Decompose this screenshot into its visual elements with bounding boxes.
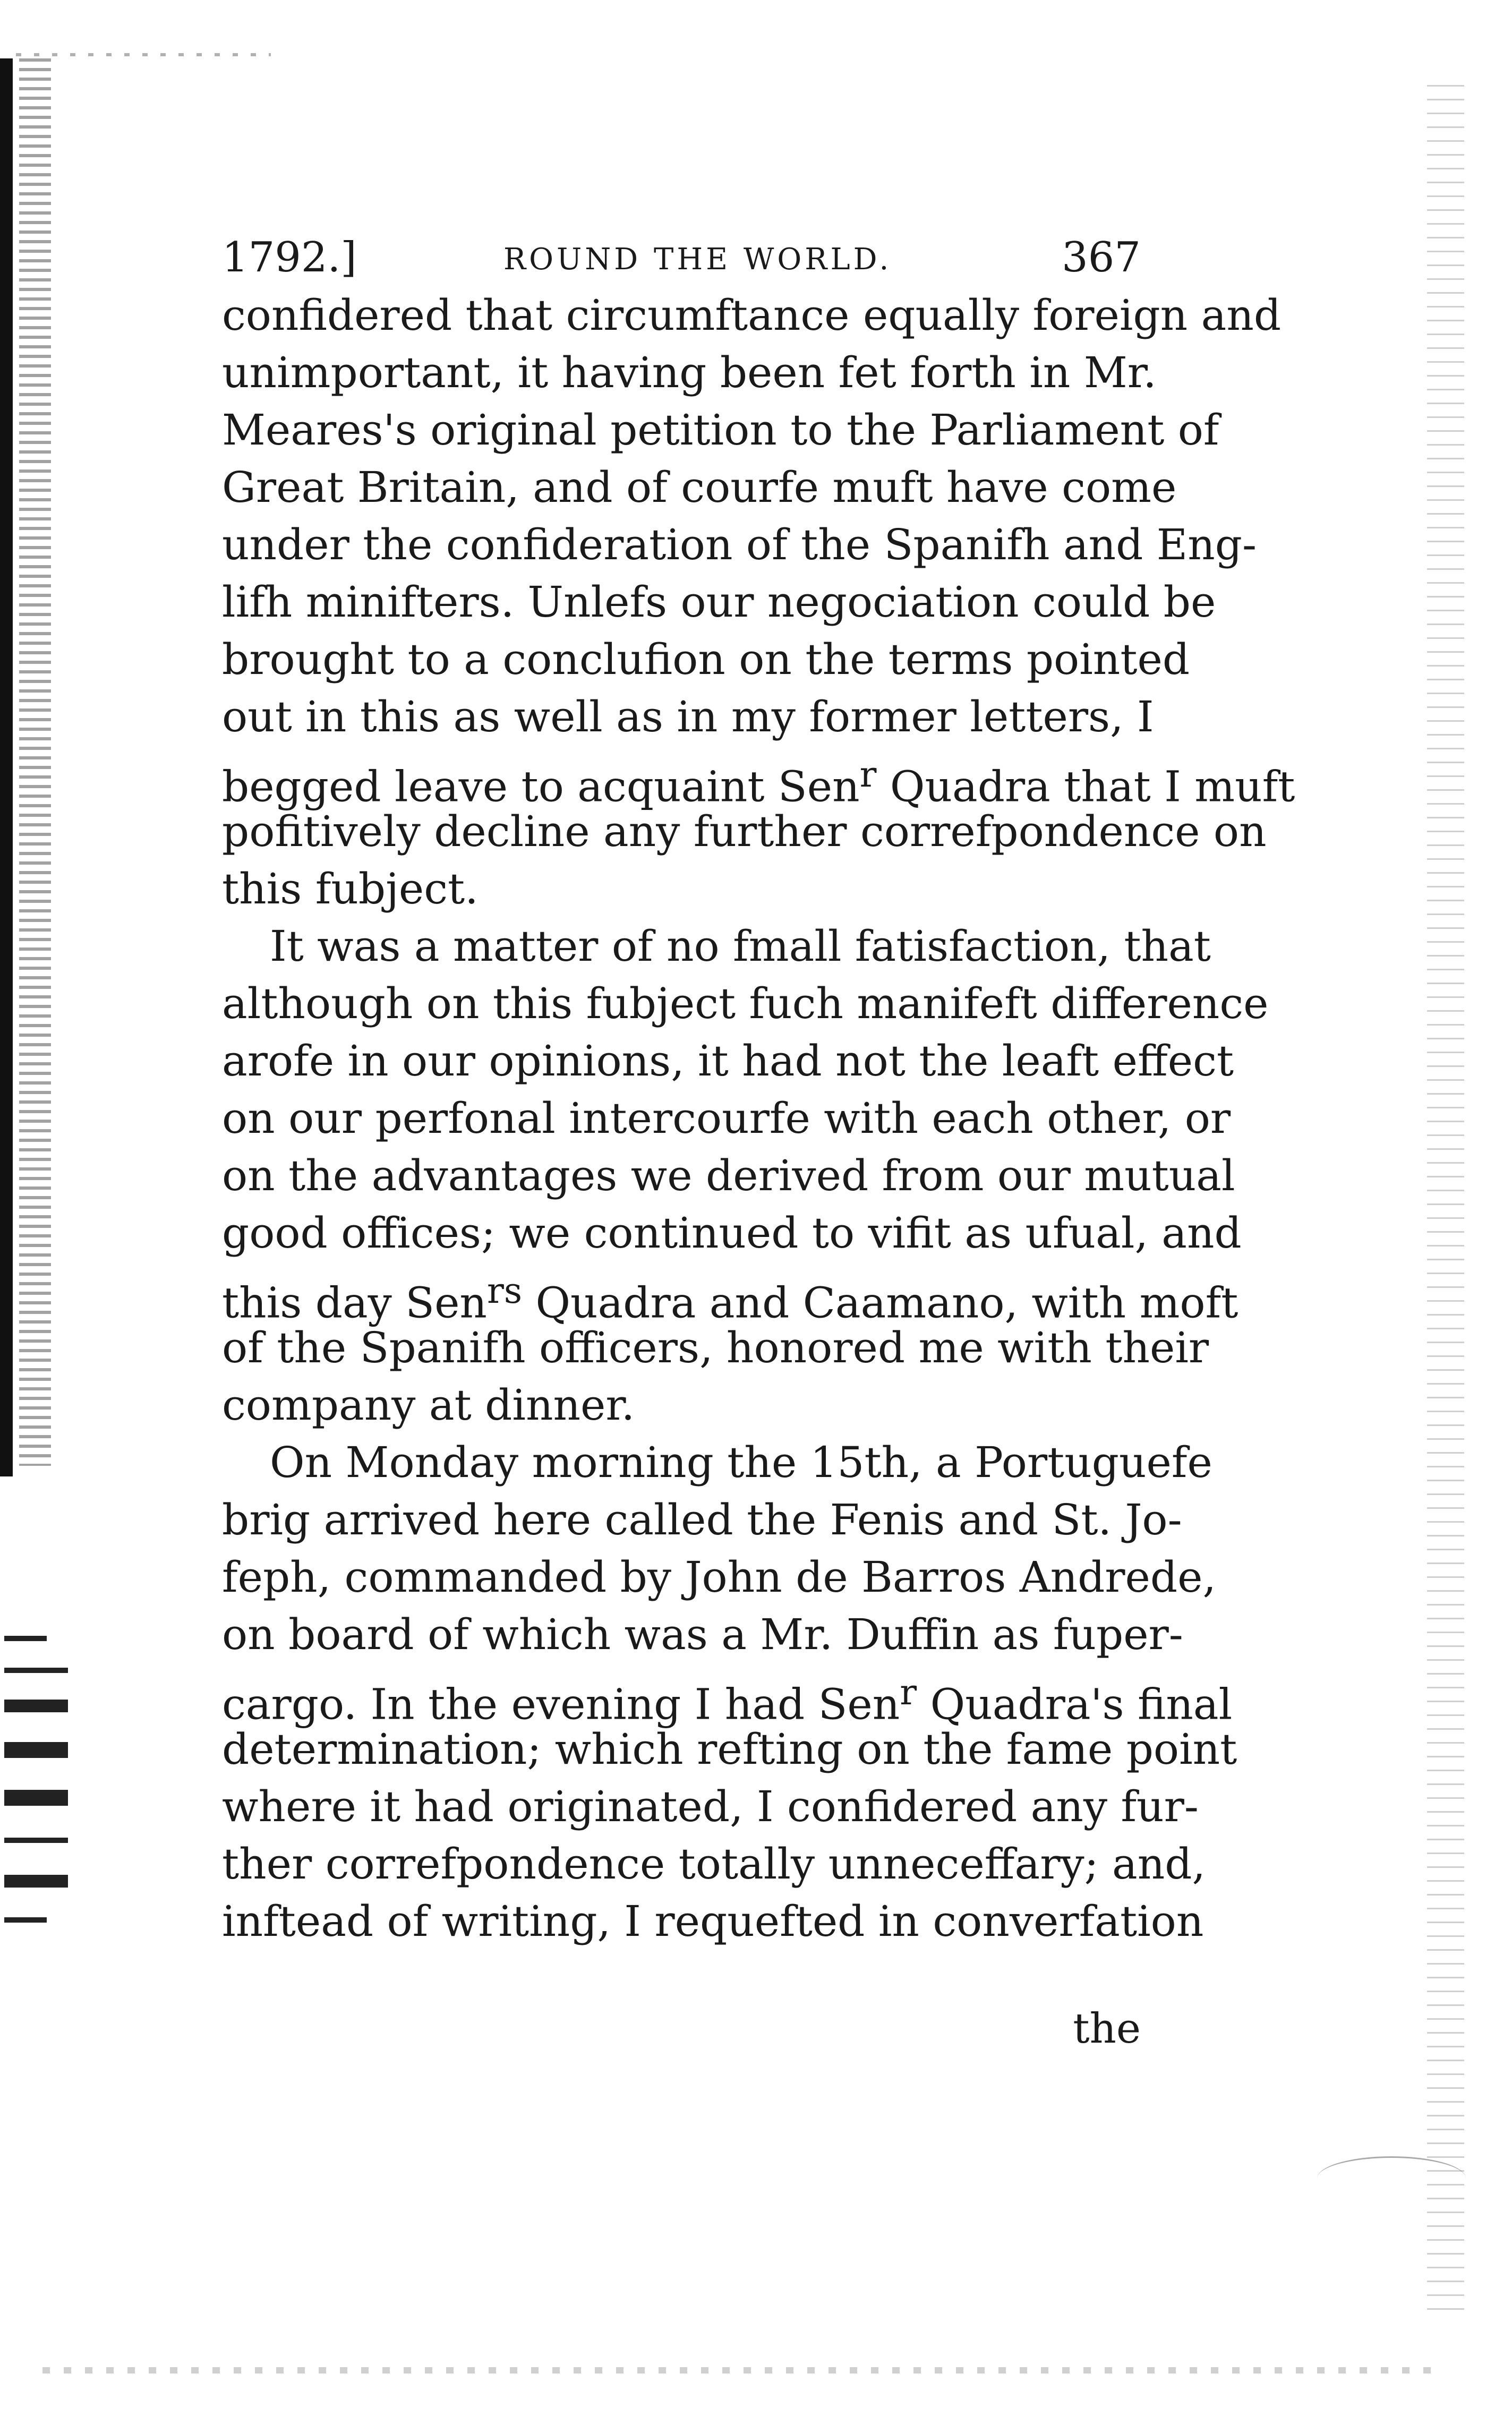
binding-edge-texture: [19, 58, 51, 1466]
scan-noise-top: [16, 53, 271, 56]
text-line: It was a matter of no fmall fatisfaction, that: [270, 921, 1211, 971]
text-line: brought to a conclufion on the terms pointed: [222, 635, 1190, 684]
text-line: On Monday morning the 15th, a Portuguefe: [270, 1438, 1212, 1487]
text-line: determination; which refting on the fame point: [222, 1725, 1237, 1774]
paragraph: [222, 918, 1269, 1434]
catchword: the: [1073, 2005, 1141, 2053]
text-line: where it had originated, I confidered any fur-: [222, 1782, 1199, 1831]
text-line: ther correfpondence totally unneceffary; and,: [222, 1839, 1206, 1889]
page-number: 367: [1062, 234, 1141, 281]
text-line: this fubject.: [222, 864, 479, 914]
text-line: this day Sen$^{rs}$ Quadra and Caamano, with moft: [222, 1270, 1238, 1328]
text-line: Great Britain, and of courfe muft have come: [222, 463, 1177, 512]
text-line: pofitively decline any further correfpondence on: [222, 807, 1267, 856]
text-line: on our perfonal intercourfe with each other, or: [222, 1094, 1231, 1143]
scan-noise-right: [1427, 85, 1464, 2316]
body-text: [222, 287, 1295, 1950]
text-line: good offices; we continued to vifit as ufual, and: [222, 1208, 1242, 1258]
text-line: company at dinner.: [222, 1380, 635, 1430]
text-line: although on this fubject fuch manifeft difference: [222, 979, 1269, 1028]
text-line: unimportant, it having been fet forth in Mr.: [222, 348, 1157, 397]
running-head-title: ROUND THE WORLD.: [503, 242, 892, 277]
text-line: feph, commanded by John de Barros Andrede,: [222, 1552, 1216, 1602]
running-head: [222, 234, 1141, 292]
text-line: begged leave to acquaint Sen$^r$ Quadra that I muft: [222, 754, 1295, 812]
paragraph: [222, 1434, 1237, 1950]
binding-edge: [0, 58, 13, 1476]
text-line: on the advantages we derived from our mutual: [222, 1151, 1235, 1200]
text-line: brig arrived here called the Fenis and St. Jo-: [222, 1495, 1182, 1544]
text-line: cargo. In the evening I had Sen$^r$ Quadra's final: [222, 1671, 1233, 1729]
scan-noise-bottom: [42, 2367, 1438, 2374]
text-line: out in this as well as in my former letters, I: [222, 692, 1154, 741]
text-line: on board of which was a Mr. Duffin as fuper-: [222, 1610, 1183, 1659]
text-line: of the Spanifh officers, honored me with their: [222, 1323, 1209, 1372]
text-line: lifh minifters. Unlefs our negociation could be: [222, 577, 1216, 627]
margin-ruler-marks: [4, 1636, 89, 1933]
text-line: confidered that circumftance equally foreign and: [222, 291, 1282, 340]
running-head-year: 1792.]: [222, 234, 357, 281]
paragraph: [222, 287, 1295, 918]
text-line: inftead of writing, I requefted in converfation: [222, 1897, 1204, 1946]
scan-artifact-curve: [1317, 2156, 1466, 2200]
text-line: Meares's original petition to the Parliament of: [222, 405, 1219, 455]
text-line: under the confideration of the Spanifh and Eng-: [222, 520, 1257, 569]
text-line: arofe in our opinions, it had not the leaft effect: [222, 1036, 1234, 1086]
